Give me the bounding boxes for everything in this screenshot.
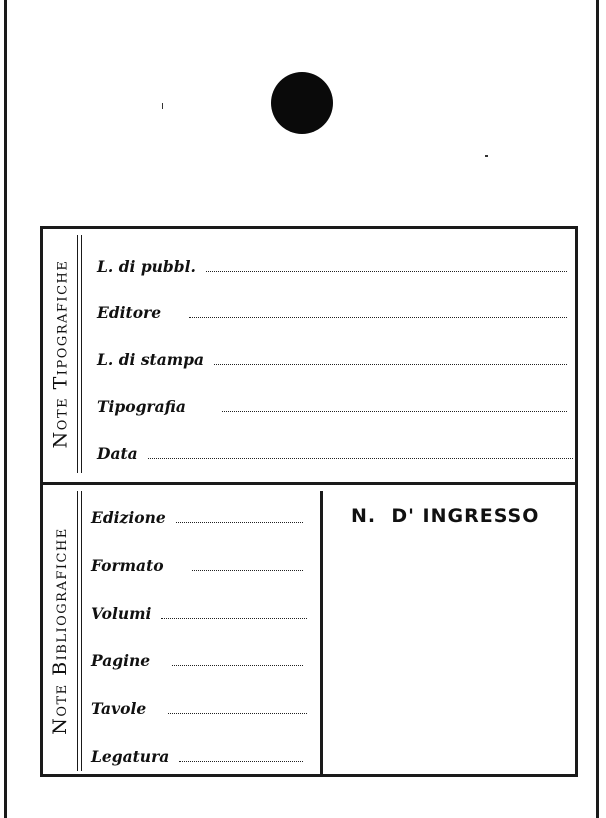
field-pagine[interactable] bbox=[91, 651, 303, 670]
section-label-tipografiche: Note Tipografiche bbox=[49, 259, 71, 449]
field-label: Pagine bbox=[91, 651, 151, 670]
section-label-bibliografiche: Note Bibliografiche bbox=[49, 527, 71, 735]
section-divider-double bbox=[77, 235, 82, 473]
field-legatura[interactable] bbox=[91, 747, 303, 766]
field-label: L. di pubbl. bbox=[97, 257, 196, 276]
section-divider-double bbox=[77, 491, 82, 771]
ingresso-number-heading: N. D' INGRESSO bbox=[351, 505, 540, 527]
field-edizione[interactable] bbox=[91, 508, 303, 527]
field-label: Tavole bbox=[91, 699, 147, 718]
catalog-form bbox=[40, 226, 578, 777]
field-tipografia[interactable] bbox=[97, 397, 567, 416]
field-label: Legatura bbox=[91, 747, 170, 766]
field-luogo-pubblicazione[interactable] bbox=[97, 257, 567, 276]
field-tavole[interactable] bbox=[91, 699, 307, 718]
field-line[interactable] bbox=[176, 521, 303, 523]
field-line[interactable] bbox=[206, 270, 567, 272]
field-line[interactable] bbox=[161, 617, 307, 619]
punch-hole bbox=[271, 72, 333, 134]
field-label: Editore bbox=[97, 303, 162, 322]
field-line[interactable] bbox=[222, 410, 567, 412]
field-line[interactable] bbox=[148, 457, 573, 459]
field-line[interactable] bbox=[168, 712, 307, 714]
field-label: Volumi bbox=[91, 604, 152, 623]
field-line[interactable] bbox=[214, 363, 567, 365]
field-label: Edizione bbox=[91, 508, 166, 527]
field-line[interactable] bbox=[192, 569, 303, 571]
field-formato[interactable] bbox=[91, 556, 303, 575]
field-line[interactable] bbox=[172, 664, 303, 666]
field-label: L. di stampa bbox=[97, 350, 205, 369]
field-line[interactable] bbox=[189, 316, 567, 318]
field-label: Data bbox=[97, 444, 138, 463]
field-label: Formato bbox=[91, 556, 164, 575]
paper-speck bbox=[485, 155, 488, 157]
paper-speck bbox=[162, 103, 163, 109]
field-data[interactable] bbox=[97, 444, 573, 463]
field-label: Tipografia bbox=[97, 397, 186, 416]
field-line[interactable] bbox=[179, 760, 303, 762]
field-luogo-stampa[interactable] bbox=[97, 350, 567, 369]
field-editore[interactable] bbox=[97, 303, 567, 322]
field-volumi[interactable] bbox=[91, 604, 307, 623]
column-divider bbox=[320, 491, 323, 775]
section-divider bbox=[43, 482, 575, 485]
